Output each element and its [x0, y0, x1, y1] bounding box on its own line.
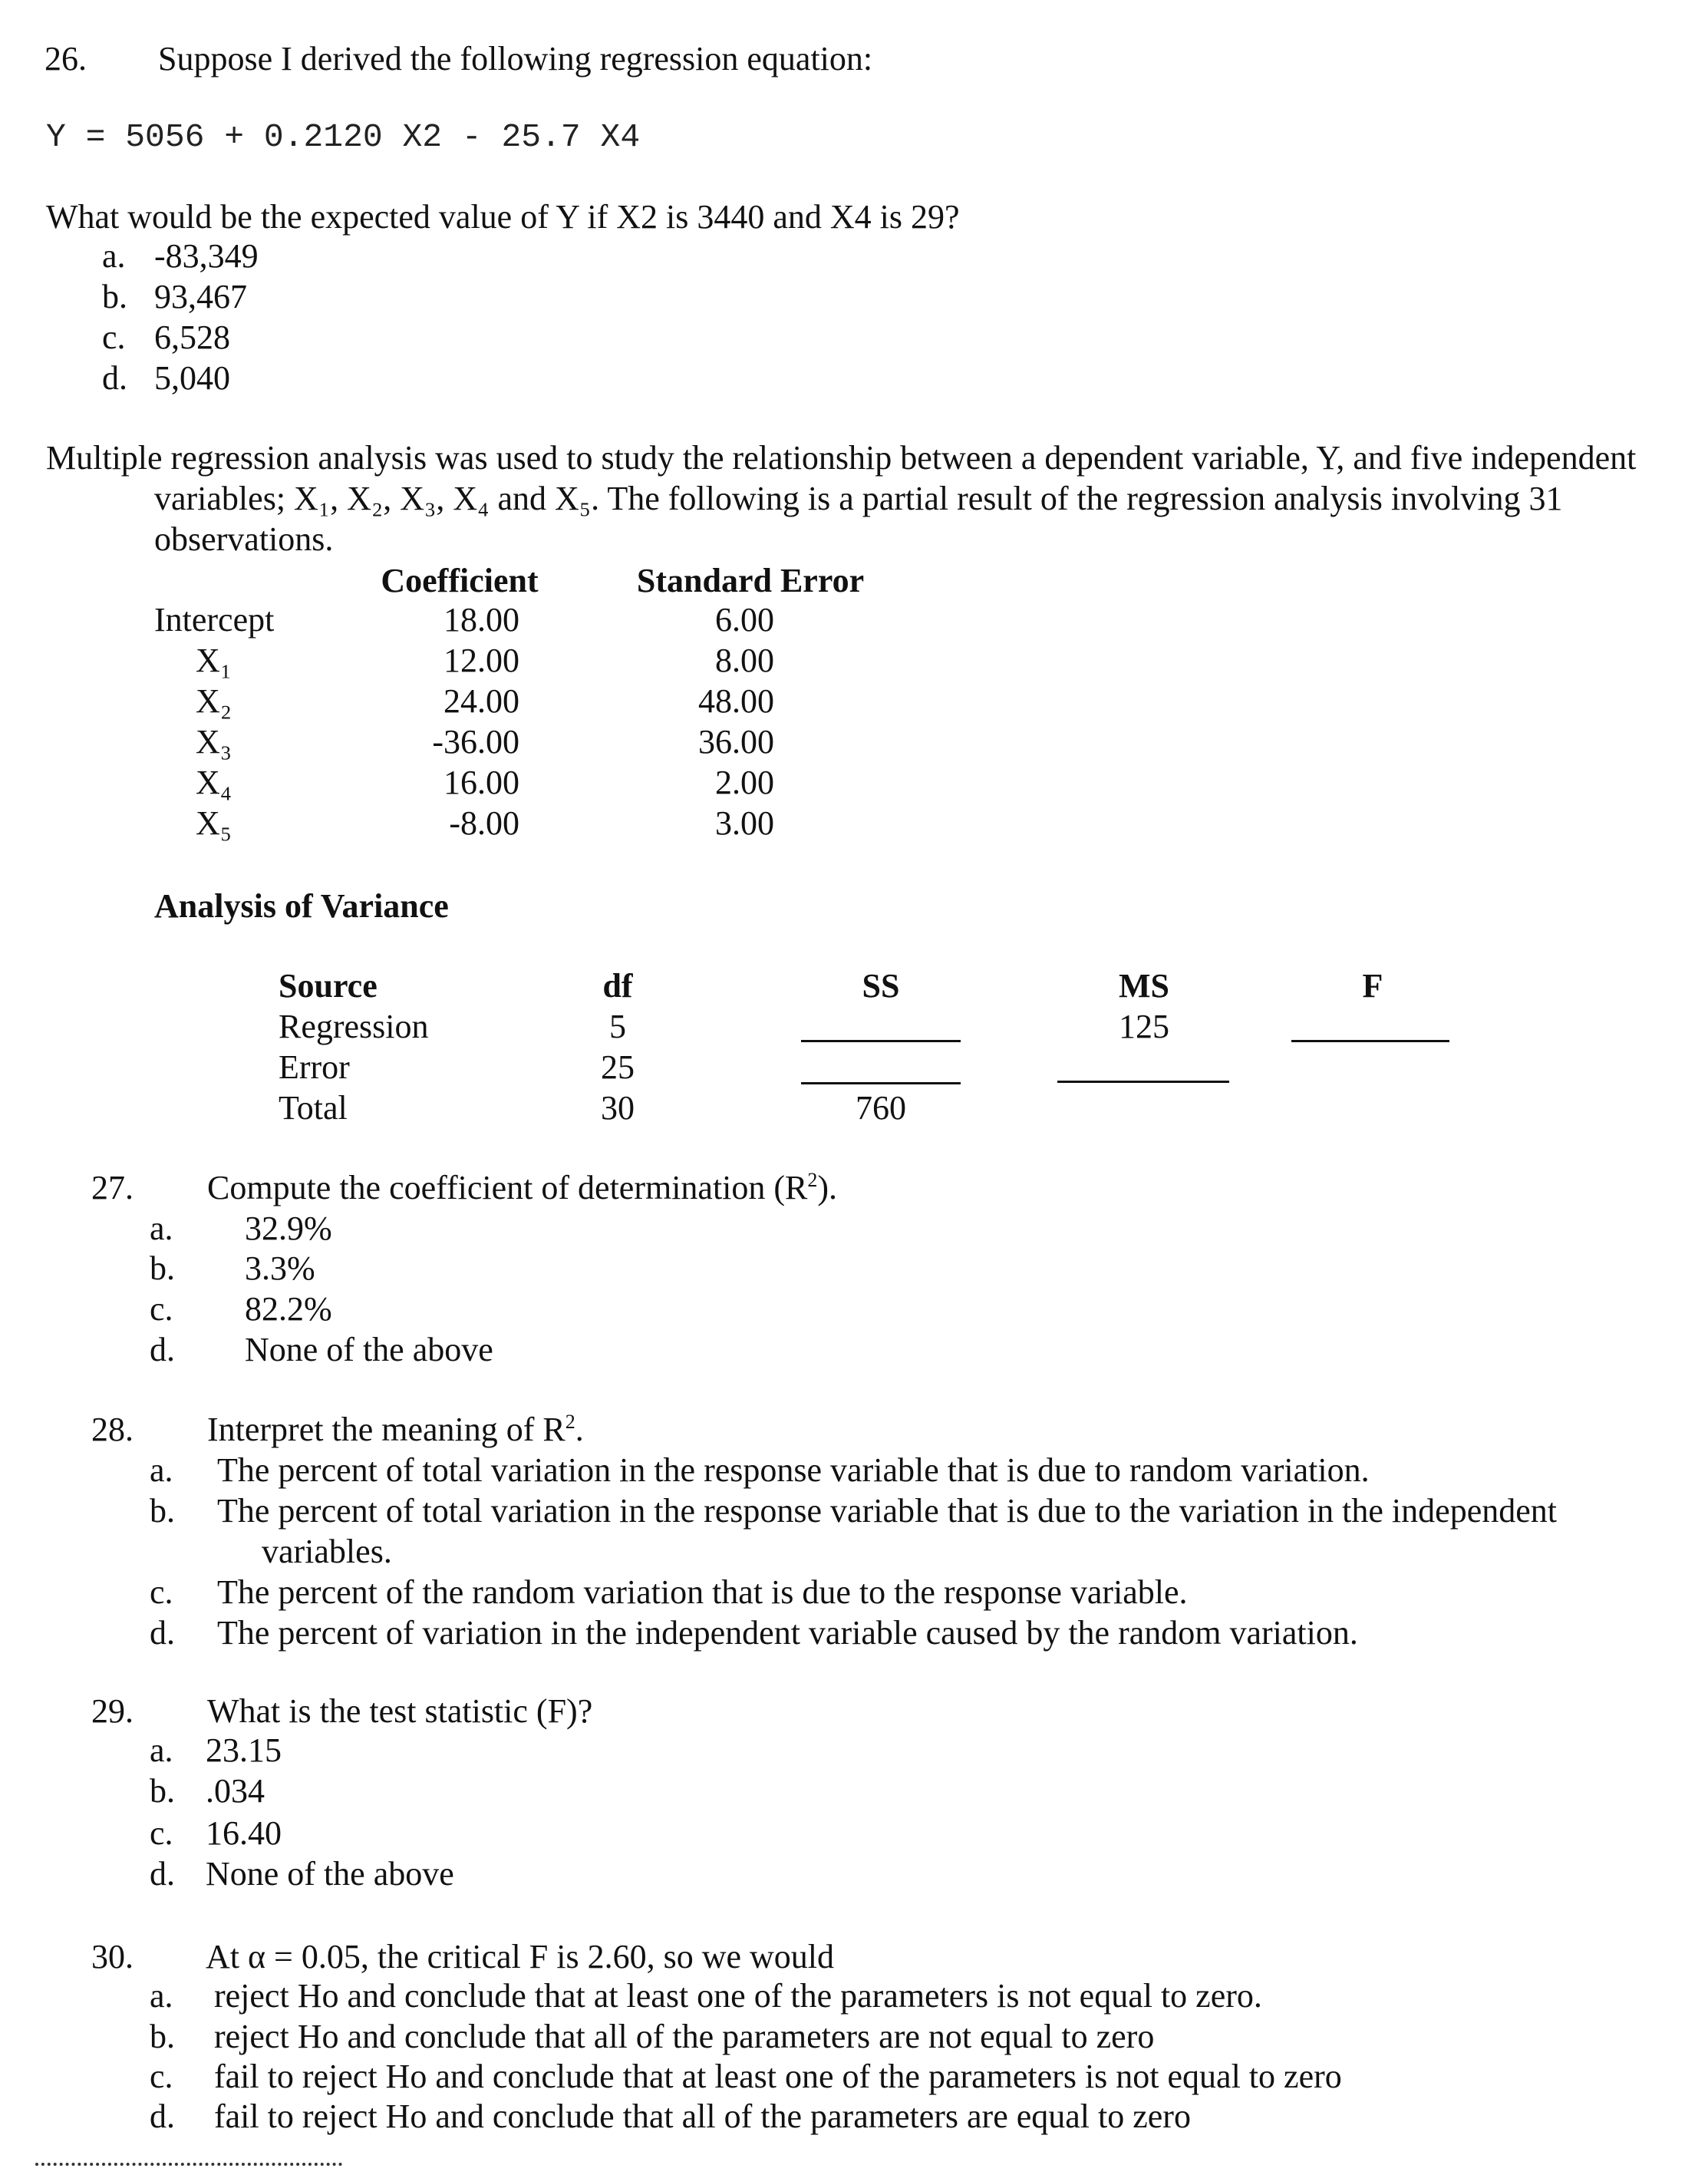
anova-ms-regression: 125 [1119, 1008, 1169, 1045]
coef-row-coefficient: -8.00 [449, 804, 519, 842]
coef-row-std-error: 3.00 [715, 804, 774, 842]
coef-row-std-error: 48.00 [698, 682, 774, 720]
coef-row-coefficient: 12.00 [443, 642, 519, 679]
q26-option-a: -83,349 [154, 237, 259, 275]
q28-option-a: The percent of total variation in the response variable that is due to random variation. [217, 1451, 1370, 1489]
q30-prompt: At α = 0.05, the critical F is 2.60, so we would [206, 1938, 835, 1975]
dotted-separator [35, 2163, 342, 2166]
q29-option-d: None of the above [206, 1855, 454, 1893]
q26-prompt: Suppose I derived the following regression equation: [158, 40, 873, 78]
q27-option-d: None of the above [245, 1331, 493, 1368]
anova-df-error: 25 [601, 1048, 635, 1086]
coef-header-std-error: Standard Error [636, 562, 865, 599]
q30-option-d: fail to reject Ho and conclude that all of the parameters are equal to zero [214, 2097, 1191, 2135]
q26-option-letter: a. [102, 237, 126, 275]
coef-row-std-error: 8.00 [715, 642, 774, 679]
q30-option-letter: b. [150, 2018, 175, 2055]
q26-question: What would be the expected value of Y if X2 is 3440 and X4 is 29? [46, 198, 960, 236]
q29-option-letter: b. [150, 1772, 175, 1810]
anova-title: Analysis of Variance [154, 887, 449, 925]
q26-equation: Y = 5056 + 0.2120 X2 - 25.7 X4 [46, 118, 641, 156]
coef-row-coefficient: 18.00 [443, 601, 519, 639]
anova-source-regression: Regression [279, 1008, 429, 1045]
intro-line-3: observations. [154, 520, 334, 558]
anova-f-regression-blank [1291, 1040, 1449, 1042]
coef-row-label: X₂ [196, 682, 232, 720]
q26-option-c: 6,528 [154, 318, 230, 356]
q30-option-letter: d. [150, 2097, 175, 2135]
q28-number: 28. [91, 1411, 134, 1448]
q26-option-letter: d. [102, 359, 127, 397]
q28-option-b: The percent of total variation in the response variable that is due to the variation in the independent [217, 1492, 1557, 1530]
q28-option-letter: a. [150, 1451, 173, 1489]
coef-row-coefficient: 24.00 [443, 682, 519, 720]
q27-option-letter: c. [150, 1290, 173, 1328]
intro-line-1: Multiple regression analysis was used to study the relationship between a dependent variable, Y, and five independent [46, 439, 1637, 477]
q26-option-b: 93,467 [154, 278, 247, 315]
anova-header-ss: SS [862, 967, 900, 1005]
anova-ss-total: 760 [856, 1089, 906, 1127]
q27-option-letter: a. [150, 1210, 173, 1247]
q30-option-letter: a. [150, 1977, 173, 2015]
q29-option-c: 16.40 [206, 1814, 282, 1852]
q27-option-letter: d. [150, 1331, 175, 1368]
q26-option-d: 5,040 [154, 359, 230, 397]
coef-row-label: X₁ [196, 642, 232, 679]
anova-ss-regression-blank [801, 1040, 961, 1042]
q28-option-letter: b. [150, 1492, 175, 1530]
q28-option-letter: d. [150, 1614, 175, 1652]
anova-header-ms: MS [1119, 967, 1169, 1005]
anova-df-regression: 5 [609, 1008, 626, 1045]
coef-row-label: X₅ [196, 804, 232, 842]
coef-row-label: X₃ [196, 723, 232, 761]
coef-row-label: X₄ [196, 764, 232, 801]
intro-line-2: variables; X₁, X₂, X₃, X₄ and X₅. The following is a partial result of the regression analysis involving 31 [154, 480, 1563, 517]
q29-option-a: 23.15 [206, 1731, 282, 1769]
q26-option-letter: c. [102, 318, 126, 356]
q27-prompt: Compute the coefficient of determination $(R^2)$. [207, 1169, 838, 1206]
anova-header-source: Source [279, 967, 378, 1005]
q26-number: 26. [45, 40, 87, 78]
q29-number: 29. [91, 1692, 134, 1730]
q30-option-a: reject Ho and conclude that at least one of the parameters is not equal to zero. [214, 1977, 1262, 2015]
coef-row-label: Intercept [154, 601, 275, 639]
q27-option-letter: b. [150, 1249, 175, 1287]
q28-option-d: The percent of variation in the independent variable caused by the random variation. [217, 1614, 1358, 1652]
q29-prompt: What is the test statistic (F)? [207, 1692, 593, 1730]
anova-source-error: Error [279, 1048, 350, 1086]
coef-row-std-error: 2.00 [715, 764, 774, 801]
q27-option-a: 32.9% [245, 1210, 332, 1247]
q29-option-letter: a. [150, 1731, 173, 1769]
coef-row-std-error: 6.00 [715, 601, 774, 639]
coef-header-coefficient: Coefficient [381, 562, 539, 599]
q28-option-letter: c. [150, 1573, 173, 1611]
q27-option-b: 3.3% [245, 1249, 315, 1287]
q27-number: 27. [91, 1169, 134, 1206]
q29-option-letter: c. [150, 1814, 173, 1852]
coef-row-coefficient: 16.00 [443, 764, 519, 801]
anova-df-total: 30 [601, 1089, 635, 1127]
anova-header-df: df [602, 967, 633, 1005]
q27-option-c: 82.2% [245, 1290, 332, 1328]
coef-row-std-error: 36.00 [698, 723, 774, 761]
q30-option-c: fail to reject Ho and conclude that at least one of the parameters is not equal to zero [214, 2058, 1342, 2095]
anova-ss-error-blank [801, 1082, 961, 1084]
q28-option-b-continued: variables. [262, 1533, 392, 1570]
q26-option-letter: b. [102, 278, 127, 315]
q30-option-letter: c. [150, 2058, 173, 2095]
anova-header-f: F [1362, 967, 1383, 1005]
q29-option-letter: d. [150, 1855, 175, 1893]
coef-row-coefficient: -36.00 [432, 723, 519, 761]
q30-option-b: reject Ho and conclude that all of the parameters are not equal to zero [214, 2018, 1155, 2055]
q28-option-c: The percent of the random variation that is due to the response variable. [217, 1573, 1188, 1611]
anova-source-total: Total [279, 1089, 348, 1127]
anova-ms-error-blank [1057, 1081, 1229, 1083]
q28-prompt: Interpret the meaning of $R^2$. [207, 1411, 584, 1448]
q30-number: 30. [91, 1938, 134, 1975]
q29-option-b: .034 [206, 1772, 265, 1810]
